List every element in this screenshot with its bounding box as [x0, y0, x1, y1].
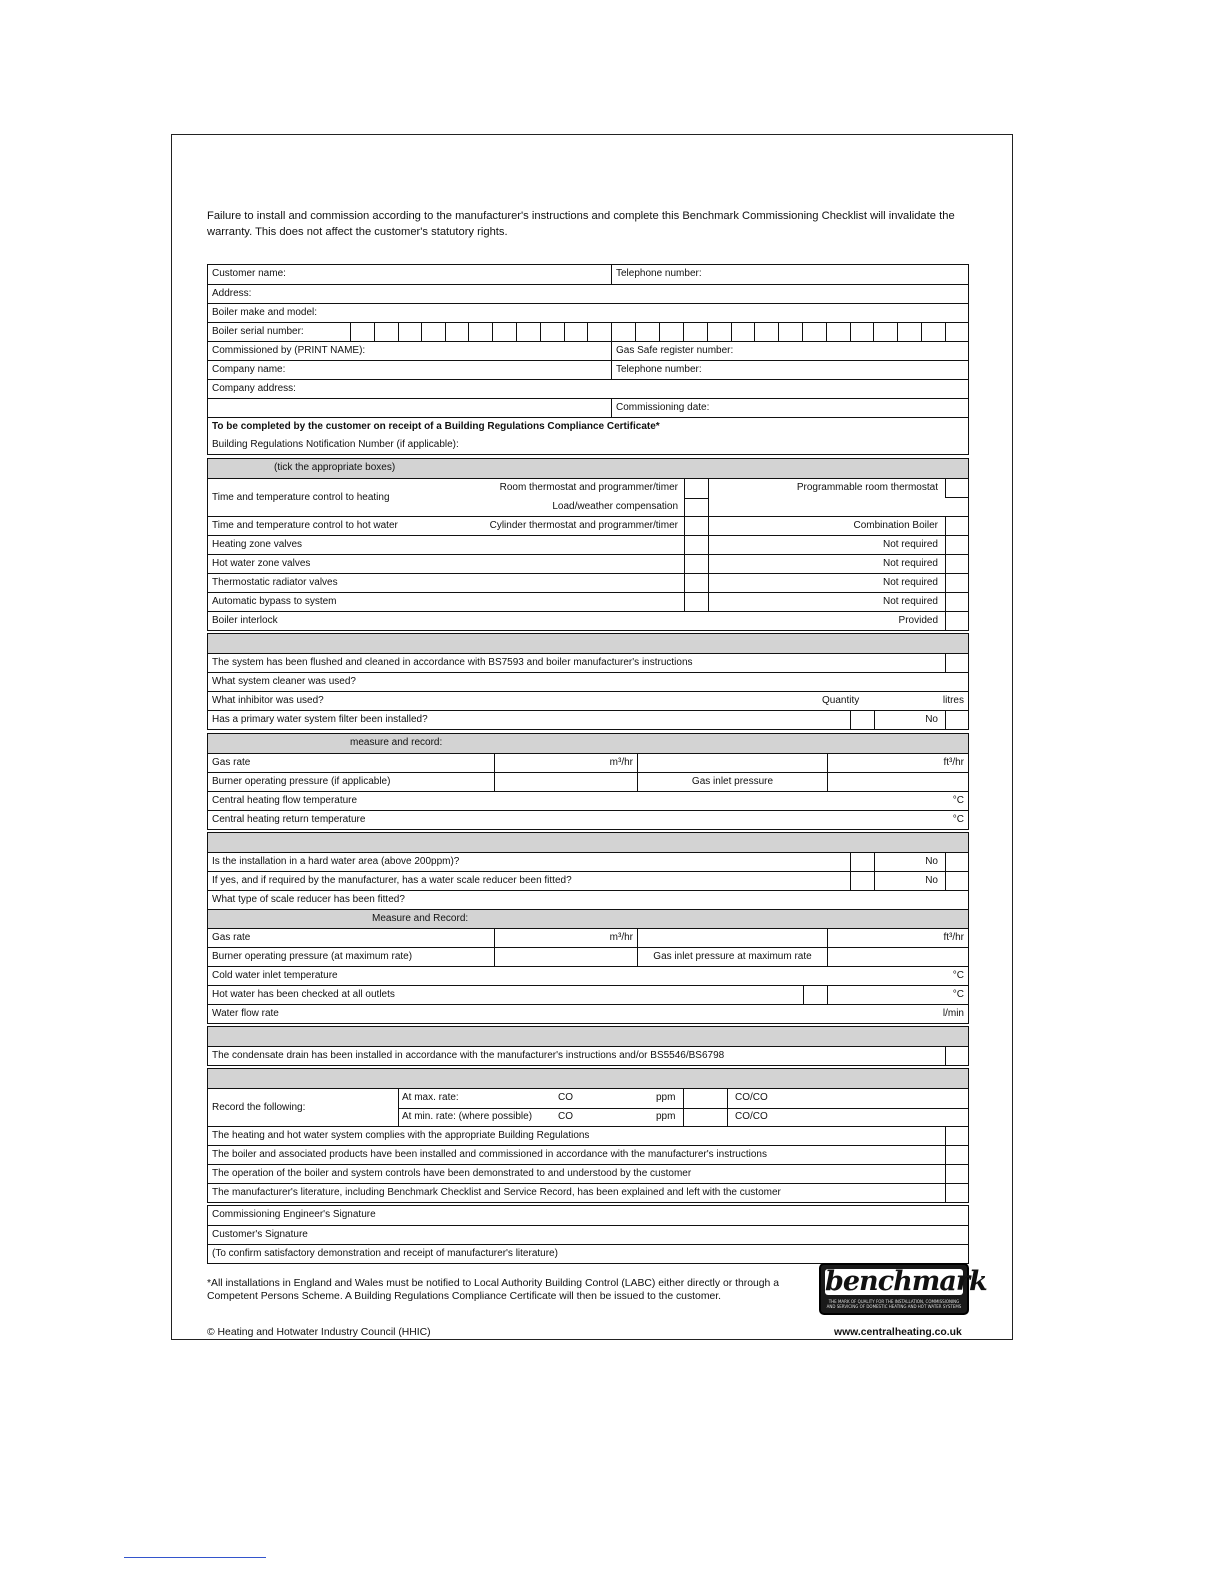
dhw-gas-rate-ft3-field[interactable]: ft³/hr — [827, 929, 968, 947]
serial-digit-box[interactable] — [945, 323, 946, 341]
telephone-field[interactable]: Telephone number: — [611, 265, 968, 284]
serial-digit-box[interactable] — [897, 323, 898, 341]
company-address-field[interactable]: Company address: — [212, 383, 296, 394]
serial-digit-box[interactable] — [707, 323, 708, 341]
serial-digit-box[interactable] — [564, 323, 565, 341]
section-header-bar — [208, 1027, 968, 1046]
quantity-label: Quantity — [822, 695, 860, 706]
serial-digit-box[interactable] — [516, 323, 517, 341]
not-required-checkbox[interactable] — [945, 555, 946, 573]
ch-return-temp-unit: °C — [952, 814, 964, 825]
control-row-label: Heating zone valves — [212, 539, 303, 550]
serial-digit-box[interactable] — [873, 323, 874, 341]
serial-digit-box[interactable] — [540, 323, 541, 341]
serial-digit-box[interactable] — [611, 323, 612, 341]
control-row-label: Thermostatic radiator valves — [212, 577, 338, 588]
serial-digit-box[interactable] — [587, 323, 588, 341]
hard-water-no-checkbox[interactable] — [945, 853, 946, 871]
control-fitted-checkbox[interactable] — [684, 574, 685, 592]
interlock-provided-checkbox[interactable] — [945, 612, 946, 630]
serial-digit-box[interactable] — [754, 323, 755, 341]
at-min-rate-label: At min. rate: (where possible) — [402, 1111, 533, 1122]
hard-water-no-label: No — [925, 856, 938, 867]
system-flushed-label: The system has been flushed and cleaned in accordance with BS7593 and boiler manufacturer's instructions — [212, 657, 693, 668]
system-cleaner-field[interactable]: What system cleaner was used? — [212, 676, 356, 687]
hard-water-yes-checkbox[interactable] — [850, 853, 874, 871]
compliance-check-label: The manufacturer's literature, including Benchmark Checklist and Service Record, has been explained and left with the customer — [212, 1187, 781, 1198]
not-required-label: Not required — [882, 577, 938, 588]
room-thermostat-checkbox[interactable] — [684, 479, 708, 498]
hot-water-checked-checkbox[interactable] — [803, 986, 827, 1004]
scale-reducer-label: If yes, and if required by the manufacturer, has a water scale reducer been fitted? — [212, 875, 572, 886]
heating-control-label: Time and temperature control to heating — [212, 492, 390, 503]
controls-section — [207, 458, 969, 631]
website-link[interactable]: www.centralheating.co.uk — [834, 1327, 962, 1338]
prog-room-thermostat-checkbox[interactable] — [945, 479, 968, 498]
customer-details-section — [207, 264, 969, 455]
not-required-label: Not required — [882, 596, 938, 607]
scale-reducer-type-field[interactable]: What type of scale reducer has been fitted? — [212, 894, 405, 905]
not-required-checkbox[interactable] — [945, 593, 946, 611]
ch-flow-temp-unit: °C — [952, 795, 964, 806]
compliance-check-label: The heating and hot water system complies with the appropriate Building Regulations — [212, 1130, 590, 1141]
serial-digit-box[interactable] — [350, 323, 351, 341]
boiler-make-model-field[interactable]: Boiler make and model: — [212, 307, 318, 318]
ch-gas-inlet-label: Gas inlet pressure — [637, 773, 827, 791]
commissioning-date-field[interactable]: Commissioning date: — [611, 399, 968, 417]
system-flushed-checkbox[interactable] — [945, 654, 946, 672]
scale-reducer-yes-checkbox[interactable] — [850, 872, 874, 890]
ch-burner-pressure-label: Burner operating pressure (if applicable) — [212, 776, 391, 787]
section-header-bar — [208, 1069, 968, 1088]
serial-digit-box[interactable] — [826, 323, 827, 341]
ch-measure-header: measure and record: — [350, 737, 443, 748]
filter-yes-checkbox[interactable] — [850, 711, 874, 729]
serial-digit-box[interactable] — [731, 323, 732, 341]
at-max-rate-label: At max. rate: — [402, 1092, 459, 1103]
serial-digit-box[interactable] — [635, 323, 636, 341]
hot-water-temp-field[interactable]: °C — [827, 986, 968, 1004]
customer-signature-field[interactable]: Customer's Signature — [212, 1229, 308, 1240]
co-co2-min-label: CO/CO — [735, 1111, 768, 1122]
building-regs-heading: To be completed by the customer on receipt of a Building Regulations Compliance Certificate* — [212, 421, 660, 432]
serial-digit-box[interactable] — [421, 323, 422, 341]
signatures-section — [207, 1205, 969, 1264]
filter-no-label: No — [925, 714, 938, 725]
condensate-drain-checkbox[interactable] — [945, 1047, 946, 1065]
company-address-line2[interactable] — [208, 399, 216, 417]
section-header-bar — [208, 833, 968, 852]
dhw-gas-inlet-max-label: Gas inlet pressure at maximum rate — [637, 948, 827, 966]
inhibitor-field[interactable]: What inhibitor was used? — [212, 695, 324, 706]
not-required-checkbox[interactable] — [945, 536, 946, 554]
record-following-label: Record the following: — [212, 1102, 306, 1113]
system-cleaning-section — [207, 633, 969, 730]
compliance-checkbox[interactable] — [945, 1184, 946, 1202]
address-field[interactable]: Address: — [212, 288, 252, 299]
serial-digit-box[interactable] — [492, 323, 493, 341]
company-name-field[interactable]: Company name: — [212, 364, 286, 375]
co-max-label: CO — [558, 1092, 573, 1103]
benchmark-wordmark: benchmark — [825, 1266, 987, 1297]
commissioned-by-field[interactable]: Commissioned by (PRINT NAME): — [212, 345, 366, 356]
dhw-gas-inlet-field[interactable] — [827, 948, 968, 966]
water-flow-rate-unit: l/min — [942, 1008, 964, 1019]
condensate-section — [207, 1026, 969, 1066]
combination-boiler-checkbox[interactable] — [945, 517, 946, 535]
controls-header: (tick the appropriate boxes) — [274, 462, 396, 473]
cold-inlet-temp-label: Cold water inlet temperature — [212, 970, 338, 981]
hot-water-checked-label: Hot water has been checked at all outlets — [212, 989, 395, 1000]
building-regs-number-field[interactable]: Building Regulations Notification Number (if applicable): — [212, 439, 459, 450]
dhw-burner-pressure-label: Burner operating pressure (at maximum rate) — [212, 951, 413, 962]
control-fitted-checkbox[interactable] — [684, 593, 685, 611]
copyright: © Heating and Hotwater Industry Council (HHIC) — [207, 1327, 431, 1338]
cylinder-thermostat-checkbox[interactable] — [684, 517, 685, 535]
boiler-interlock-label: Boiler interlock — [212, 615, 278, 626]
ch-burner-pressure-field[interactable] — [494, 773, 637, 791]
not-required-label: Not required — [882, 539, 938, 550]
combination-boiler-option: Combination Boiler — [853, 520, 938, 531]
scale-reducer-no-label: No — [925, 875, 938, 886]
cylinder-thermostat-option: Cylinder thermostat and programmer/timer — [489, 520, 678, 531]
load-weather-checkbox[interactable] — [684, 498, 708, 517]
dhw-section — [207, 832, 969, 1024]
ppm-min-label: ppm — [656, 1111, 676, 1122]
load-weather-option: Load/weather compensation — [552, 501, 678, 512]
cold-inlet-temp-unit: °C — [952, 970, 964, 981]
ch-gas-rate-label: Gas rate — [212, 757, 251, 768]
control-row-label: Hot water zone valves — [212, 558, 311, 569]
compliance-checkbox[interactable] — [945, 1146, 946, 1164]
ch-mode-section — [207, 733, 969, 830]
control-fitted-checkbox[interactable] — [684, 536, 685, 554]
provided-label: Provided — [898, 615, 938, 626]
boiler-serial-label: Boiler serial number: — [212, 326, 304, 337]
ch-return-temp-label: Central heating return temperature — [212, 814, 366, 825]
ch-flow-temp-label: Central heating flow temperature — [212, 795, 358, 806]
primary-filter-label: Has a primary water system filter been installed? — [212, 714, 428, 725]
co-min-label: CO — [558, 1111, 573, 1122]
serial-digit-box[interactable] — [659, 323, 660, 341]
warranty-intro: Failure to install and commission according to the manufacturer's instructions and complete this Benchmark Commissioning Checklist will invalidate the warranty. This does not affect the customer's statutory rights. — [207, 210, 955, 238]
hard-water-label: Is the installation in a hard water area (above 200ppm)? — [212, 856, 460, 867]
filter-no-checkbox[interactable] — [945, 711, 946, 729]
footnote: *All installations in England and Wales must be notified to Local Authority Building Control (LABC) either directly or through a Competent Persons Scheme. A Building Regulations Compliance Certificate will then be issued to the customer. — [207, 1278, 779, 1302]
hot-water-control-label: Time and temperature control to hot water — [212, 520, 398, 531]
engineer-signature-field[interactable]: Commissioning Engineer's Signature — [212, 1209, 376, 1220]
serial-digit-box[interactable] — [398, 323, 399, 341]
co-co2-max-label: CO/CO — [735, 1092, 768, 1103]
ppm-max-label: ppm — [656, 1092, 676, 1103]
all-installations-section — [207, 1068, 969, 1203]
condensate-drain-label: The condensate drain has been installed in accordance with the manufacturer's instructions and/or BS5546/BS6798 — [212, 1050, 725, 1061]
not-required-checkbox[interactable] — [945, 574, 946, 592]
serial-digit-box[interactable] — [802, 323, 803, 341]
compliance-checkbox[interactable] — [945, 1165, 946, 1183]
serial-digit-box[interactable] — [445, 323, 446, 341]
litres-unit: litres — [942, 695, 964, 706]
dhw-measure-header: Measure and Record: — [372, 913, 469, 924]
compliance-check-label: The operation of the boiler and system controls have been demonstrated to and understood by the customer — [212, 1168, 692, 1179]
boiler-serial-row — [208, 322, 968, 341]
control-row-label: Automatic bypass to system — [212, 596, 337, 607]
control-fitted-checkbox[interactable] — [684, 555, 685, 573]
not-required-label: Not required — [882, 558, 938, 569]
ch-gas-rate-spacer — [637, 754, 827, 772]
serial-digit-box[interactable] — [683, 323, 684, 341]
ch-gas-rate-m3-field[interactable]: m³/hr — [494, 754, 637, 772]
benchmark-tagline: THE MARK OF QUALITY FOR THE INSTALLATION, COMMISSIONING AND SERVICING OF DOMESTIC HEATING AND HOT WATER SYSTEMS — [826, 1299, 962, 1309]
signature-confirm-note: (To confirm satisfactory demonstration and receipt of manufacturer's literature) — [212, 1248, 558, 1259]
ch-gas-inlet-field[interactable] — [827, 773, 968, 791]
ch-gas-rate-ft3-field[interactable]: ft³/hr — [827, 754, 968, 772]
serial-digit-box[interactable] — [921, 323, 922, 341]
compliance-check-label: The boiler and associated products have been installed and commissioned in accordance with the manufacturer's instructions — [212, 1149, 767, 1160]
dhw-gas-rate-m3-field[interactable]: m³/hr — [494, 929, 637, 947]
serial-digit-box[interactable] — [374, 323, 375, 341]
footer-link-underline[interactable] — [124, 1557, 266, 1558]
prog-room-thermostat-option: Programmable room thermostat — [796, 482, 938, 493]
dhw-burner-pressure-field[interactable] — [494, 948, 637, 966]
water-flow-rate-label: Water flow rate — [212, 1008, 279, 1019]
serial-digit-box[interactable] — [778, 323, 779, 341]
scale-reducer-no-checkbox[interactable] — [945, 872, 946, 890]
gas-safe-field[interactable]: Gas Safe register number: — [611, 342, 968, 360]
serial-digit-box[interactable] — [468, 323, 469, 341]
benchmark-logo — [819, 1263, 987, 1315]
compliance-checkbox[interactable] — [945, 1127, 946, 1145]
room-thermostat-option: Room thermostat and programmer/timer — [499, 482, 678, 493]
company-telephone-field[interactable]: Telephone number: — [611, 361, 968, 379]
section-header-bar — [208, 634, 968, 653]
customer-name-field[interactable]: Customer name: — [212, 268, 286, 279]
serial-digit-box[interactable] — [850, 323, 851, 341]
dhw-gas-rate-label: Gas rate — [212, 932, 251, 943]
